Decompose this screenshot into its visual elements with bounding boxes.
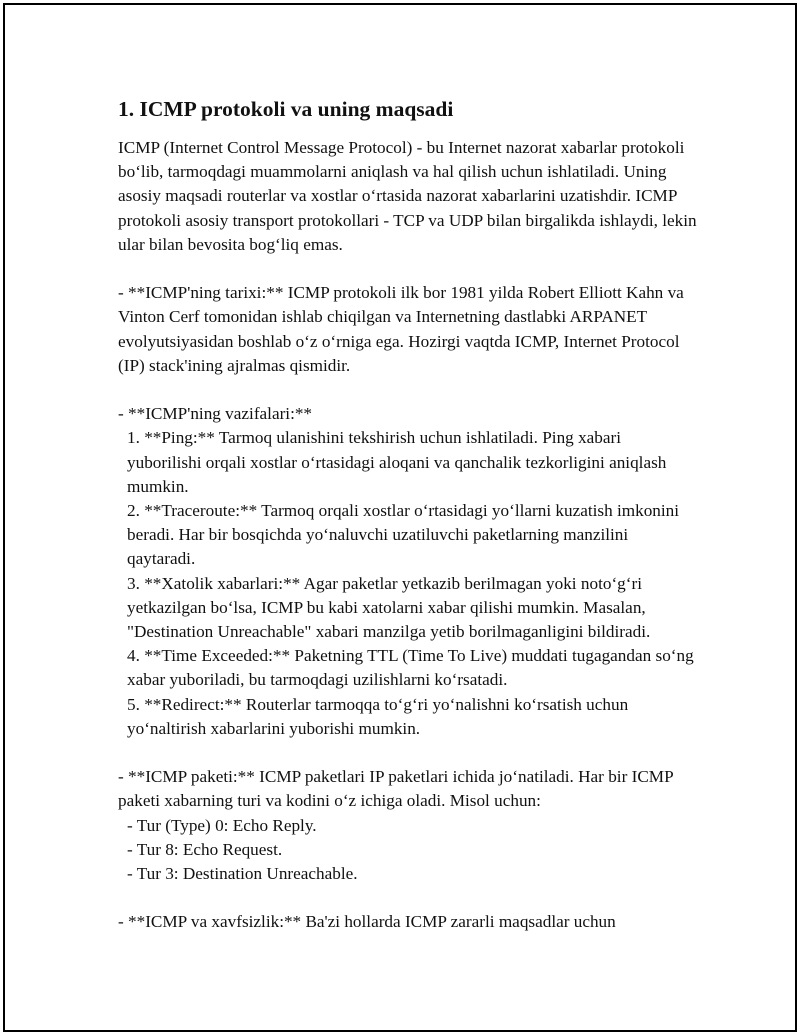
- document-content: [118, 96, 698, 935]
- paragraph-gap: [118, 257, 698, 281]
- packet-type-item: - Tur 8: Echo Request.: [127, 839, 283, 859]
- function-item-ping: 1. **Ping:** Tarmoq ulanishini tekshirish uchun ishlatiladi. Ping xabari yuborilishi orqali xostlar o‘rtasidagi aloqani va qanchalik tezkorligini aniqlash mumkin.: [127, 428, 667, 496]
- packet-type-item: - Tur 3: Destination Unreachable.: [127, 864, 358, 884]
- function-item-time-exceeded: 4. **Time Exceeded:** Paketning TTL (Time To Live) muddati tugagandan so‘ng xabar yuboriladi, bu tarmoqdagi uzilishlarni ko‘rsatadi.: [127, 646, 694, 690]
- intro-paragraph: ICMP (Internet Control Message Protocol) - bu Internet nazorat xabarlar protokoli bo‘lib, tarmoqdagi muammolarni aniqlash va hal qilish uchun ishlatiladi. Uning asosiy maqsadi routerlar va xostlar o‘rtasida nazorat xabarlarini uzatishdir. ICMP protokoli asosiy transport protokollari - TCP va UDP bilan birgalikda ishlaydi, lekin ular bilan bevosita bog‘liq emas.: [118, 138, 697, 254]
- function-item-redirect: 5. **Redirect:** Routerlar tarmoqqa to‘g‘ri yo‘nalishni ko‘rsatish uchun yo‘naltirish xabarlarini yuborishi mumkin.: [127, 694, 629, 738]
- functions-title: - **ICMP'ning vazifalari:**: [118, 404, 313, 424]
- paragraph-gap: [118, 378, 698, 402]
- security-paragraph: - **ICMP va xavfsizlik:** Ba'zi hollarda ICMP zararli maqsadlar uchun: [118, 912, 616, 932]
- function-item-traceroute: 2. **Traceroute:** Tarmoq orqali xostlar o‘rtasidagi yo‘llarni kuzatish imkonini beradi. Har bir bosqichda yo‘naluvchi uzatiluvchi paketlarning manzilini qaytaradi.: [127, 501, 680, 569]
- history-paragraph: - **ICMP'ning tarixi:** ICMP protokoli ilk bor 1981 yilda Robert Elliott Kahn va Vinton Cerf tomonidan ishlab chiqilgan va Internetning dastlabki ARPANET evolyutsiyasidan boshlab o‘z o‘rniga ega. Hozirgi vaqtda ICMP, Internet Protocol (IP) stack'ining ajralmas qismidir.: [118, 283, 684, 375]
- function-item-errors: 3. **Xatolik xabarlari:** Agar paketlar yetkazib berilmagan yoki noto‘g‘ri yetkazilgan bo‘lsa, ICMP bu kabi xatolarni xabar qilishi mumkin. Masalan, "Destination Unreachable" xabari manzilga yetib borilmaganligini bildiradi.: [127, 573, 651, 642]
- packet-type-item: - Tur (Type) 0: Echo Reply.: [127, 815, 317, 835]
- paragraph-gap: [118, 886, 698, 910]
- packet-paragraph: - **ICMP paketi:** ICMP paketlari IP paketlari ichida jo‘natiladi. Har bir ICMP paketi xabarning turi va kodini o‘z ichiga oladi. Misol uchun:: [118, 767, 673, 811]
- section-heading: 1. ICMP protokoli va uning maqsadi: [118, 97, 454, 121]
- paragraph-gap: [118, 741, 698, 765]
